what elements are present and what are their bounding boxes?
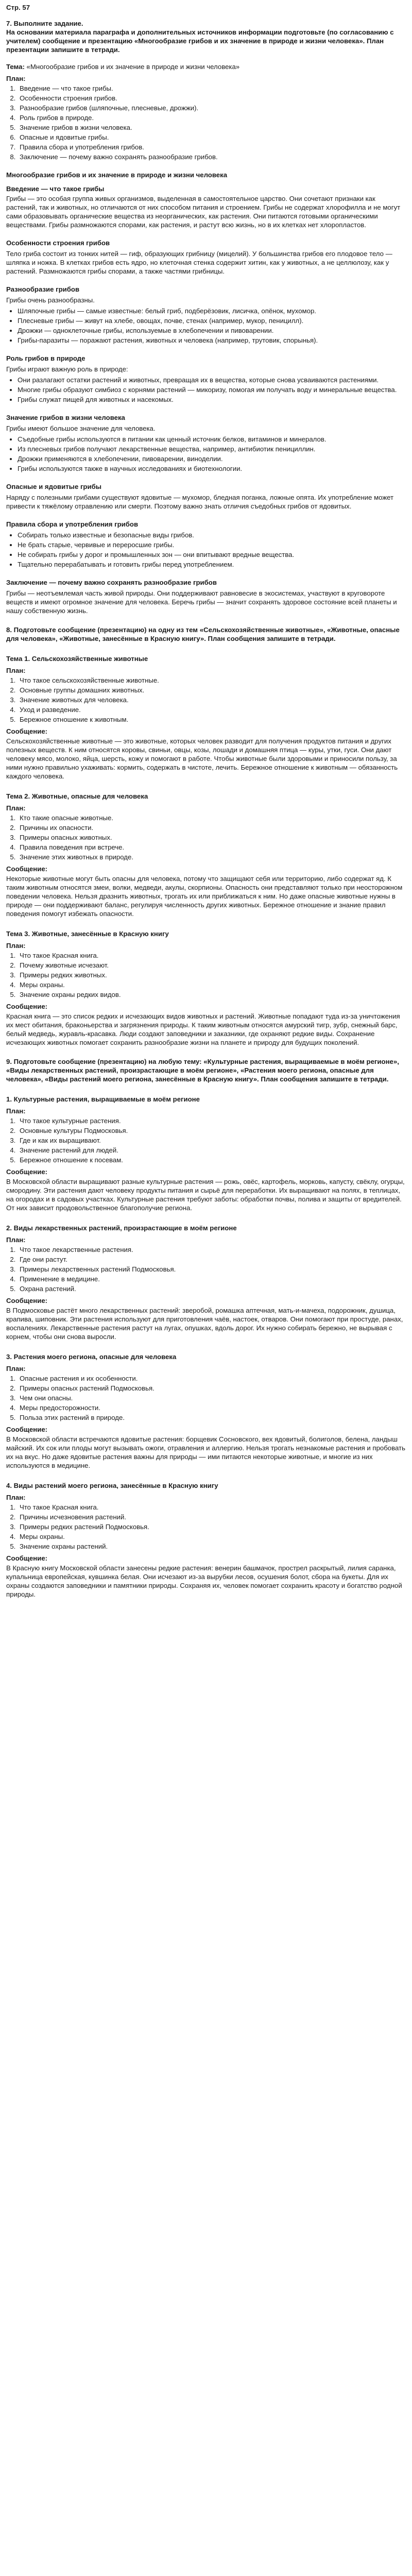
- section-bullets: [18, 307, 406, 345]
- plan-item: 3. Примеры лекарственных растений Подмосковья.: [18, 1265, 406, 1274]
- plan-label: План:: [6, 1365, 26, 1372]
- bullet-item: • Собирать только известные и безопасные виды грибов.: [18, 531, 406, 539]
- plan-item: 5. Значение этих животных в природе.: [18, 853, 406, 861]
- topic-title: Тема 3. Животные, занесённые в Красную книгу: [6, 930, 169, 938]
- plan-label: План:: [6, 804, 26, 812]
- bullet-item: • Съедобные грибы используются в питании как ценный источник белков, витаминов и минералов.: [18, 435, 406, 444]
- plan-item: 3. Примеры опасных животных.: [18, 833, 406, 842]
- task-8: [6, 625, 406, 1047]
- topic-plan: [18, 951, 406, 999]
- task-8-topics: [6, 654, 406, 1047]
- section-paragraph: Грибы — это особая группа живых организмов, выделенная в самостоятельное царство. Они сочетают признаки как растений, так и животных, но отличаются от них способом питания и строением. Грибы не содержат хлорофилла и не могут сами образовывать органические вещества из неорганических, как растения. Они питаются готовыми органическими веществами. Грибы размножаются спорами, как растения, и растут всю жизнь, но в их клетках нет хлоропластов.: [6, 195, 401, 229]
- plan-item: 5. Охрана растений.: [18, 1284, 406, 1293]
- section-paragraph: Наряду с полезными грибами существуют ядовитые — мухомор, бледная поганка, ложные опята. Их употребление может привести к тяжёлому отравлению или смерти. Поэтому важно знать отличия съедобных грибов от ядовитых.: [6, 494, 394, 510]
- plan-item: 5. Значение охраны редких видов.: [18, 990, 406, 999]
- theme-label: Тема:: [6, 63, 25, 71]
- message-text: Сельскохозяйственные животные — это животные, которых человек разводит для получения продуктов питания и других полезных веществ. К ним относятся коровы, свиньи, овцы, козы, лошади и домашняя птица — куры, утки, гуси. Они дают человеку мясо, молоко, яйца, шерсть, кожу и помогают в работе. Чтобы животные были здоровыми и приносили пользу, за ними нужно правильно ухаживать: кормить, содержать в чистоте, лечить. Бережное отношение к животным — обязанность каждого человека.: [6, 737, 398, 780]
- plan-item: 1. Что такое лекарственные растения.: [18, 1245, 406, 1254]
- plan-item: 4. Значение растений для людей.: [18, 1146, 406, 1155]
- bullet-item: • Тщательно перерабатывать и готовить грибы перед употреблением.: [18, 560, 406, 569]
- task-9-title: 9. Подготовьте сообщение (презентацию) на любую тему: «Культурные растения, выращиваемые в моём регионе», «Виды лекарственных растений, произрастающие в моём регионе», «Растения моего региона, опасные для человека», «Виды растений моего региона, занесённые в Красную книгу». План сообщения запишите в тетради.: [6, 1058, 399, 1083]
- section-paragraph: Грибы — неотъемлемая часть живой природы. Они поддерживают равновесие в экосистемах, участвуют в круговороте веществ и имеют огромное значение для человека. Беречь грибы — значит сохранять здоровое состояние всей планеты и нашу собственную жизнь.: [6, 589, 397, 615]
- plan-item: 2. Основные культуры Подмосковья.: [18, 1126, 406, 1135]
- plan-item: 2. Причины их опасности.: [18, 823, 406, 832]
- plan-item: 2. Почему животные исчезают.: [18, 961, 406, 970]
- bullet-item: • Они разлагают остатки растений и животных, превращая их в вещества, которые снова усваиваются растениями.: [18, 376, 406, 384]
- plan-item: 1. Что такое Красная книга.: [18, 951, 406, 960]
- section-heading: Роль грибов в природе: [6, 354, 85, 362]
- topic-plan: [18, 676, 406, 724]
- plan-item: 1. Кто такие опасные животные.: [18, 814, 406, 822]
- topic-title: 4. Виды растений моего региона, занесённые в Красную книгу: [6, 1482, 218, 1489]
- theme-line: [6, 62, 406, 71]
- section-heading: Правила сбора и употребления грибов: [6, 520, 139, 528]
- task-8-title: 8. Подготовьте сообщение (презентацию) на одну из тем «Сельскохозяйственные животные», «Животные, опасные для человека», «Животные, занесённые в Красную книгу». План сообщения запишите в тетради.: [6, 626, 400, 642]
- plan-item: 4. Меры охраны.: [18, 980, 406, 989]
- plan-item: 3. Примеры редких животных.: [18, 971, 406, 979]
- plan-item: 4. Уход и разведение.: [18, 705, 406, 714]
- plan-item: 3. Где и как их выращивают.: [18, 1136, 406, 1145]
- bullet-item: • Грибы служат пищей для животных и насекомых.: [18, 395, 406, 404]
- plan-item: 2. Основные группы домашних животных.: [18, 686, 406, 694]
- plan-item: 2. Где они растут.: [18, 1255, 406, 1264]
- bullet-item: • Дрожжи применяются в хлебопечении, пивоварении, виноделии.: [18, 454, 406, 463]
- plan-label: План:: [6, 1494, 26, 1501]
- topic-title: 1. Культурные растения, выращиваемые в моём регионе: [6, 1095, 200, 1103]
- page-number: Стр. 57: [6, 4, 30, 11]
- plan-item: 4. Применение в медицине.: [18, 1275, 406, 1283]
- plan-item: 1. Что такое культурные растения.: [18, 1116, 406, 1125]
- section-heading: Значение грибов в жизни человека: [6, 414, 125, 421]
- plan-item: 5. Польза этих растений в природе.: [18, 1413, 406, 1422]
- message-label: Сообщение:: [6, 1426, 48, 1433]
- plan-item: 3. Примеры редких растений Подмосковья.: [18, 1522, 406, 1531]
- plan-label: План:: [6, 942, 26, 950]
- section-heading: Опасные и ядовитые грибы: [6, 483, 102, 490]
- plan-item: 6. Опасные и ядовитые грибы.: [18, 133, 406, 142]
- message-text: В Московской области встречаются ядовитые растения: борщевик Сосновского, вех ядовитый, болиголов, белена, ландыш майский. Их сок или плоды могут вызывать ожоги, отравления и аллергию. Нельзя трогать незнакомые растения и пробовать их на вкус. Но даже ядовитые растения важны для природы — ими питаются некоторые животные, и многие из них используются в медицине.: [6, 1435, 405, 1469]
- plan-item: 7. Правила сбора и употребления грибов.: [18, 143, 406, 151]
- bullet-item: • Шляпочные грибы — самые известные: белый гриб, подберёзовик, лисичка, опёнок, мухомор.: [18, 307, 406, 315]
- bullet-item: • Плесневые грибы — живут на хлебе, овощах, почве, стенах (например, мукор, пеницилл).: [18, 316, 406, 325]
- plan-item: 3. Значение животных для человека.: [18, 696, 406, 704]
- bullet-item: • Из плесневых грибов получают лекарственные вещества, например, антибиотик пенициллин.: [18, 445, 406, 453]
- section-paragraph: Тело гриба состоит из тонких нитей — гиф, образующих грибницу (мицелий). У большинства грибов его плодовое тело — шляпка и ножка. В клетках грибов есть ядро, но клеточная стенка содержит хитин, как у животных, а не целлюлозу, как у растений. Размножаются грибы спорами, а также частями грибницы.: [6, 250, 392, 275]
- topic-plan: [18, 1245, 406, 1293]
- topic-plan: [18, 1503, 406, 1551]
- plan-item: 4. Роль грибов в природе.: [18, 113, 406, 122]
- task-7: [6, 19, 406, 615]
- message-label: Сообщение:: [6, 727, 48, 735]
- plan-label: План:: [6, 667, 26, 674]
- plan-label: План:: [6, 1107, 26, 1115]
- message-text: В Подмосковье растёт много лекарственных растений: зверобой, ромашка аптечная, мать-и-мачеха, подорожник, душица, крапива, шиповник. Эти растения используют для приготовления чаёв, настоек, отваров. Они помогают при простуде, ранах, воспалениях. Лекарственные растения растут на лугах, опушках, вдоль дорог. Их нужно собирать бережно, не вырывая с корнем, чтобы они снова выросли.: [6, 1307, 403, 1341]
- section-heading: Многообразие грибов и их значение в природе и жизни человека: [6, 171, 228, 179]
- plan-item: 1. Введение — что такое грибы.: [18, 84, 406, 93]
- task-7-text: На основании материала параграфа и дополнительных источников информации подготовьте (по согласованию с учителем) сообщение и презентацию «Многообразие грибов и их значение в природе и жизни человека». План презентации запишите в тетради.: [6, 28, 394, 54]
- bullet-item: • Не брать старые, червивые и переросшие грибы.: [18, 540, 406, 549]
- message-label: Сообщение:: [6, 1297, 48, 1304]
- message-label: Сообщение:: [6, 865, 48, 873]
- topic-title: Тема 2. Животные, опасные для человека: [6, 792, 148, 800]
- message-label: Сообщение:: [6, 1168, 48, 1176]
- section-bullets: [18, 531, 406, 569]
- plan-item: 3. Разнообразие грибов (шляпочные, плесневые, дрожжи).: [18, 104, 406, 112]
- plan-label: План:: [6, 75, 26, 82]
- section-bullets: [18, 376, 406, 404]
- plan-item: 5. Бережное отношение к посевам.: [18, 1156, 406, 1164]
- section-paragraph: Грибы играют важную роль в природе:: [6, 365, 128, 373]
- message-label: Сообщение:: [6, 1003, 48, 1010]
- plan-item: 1. Что такое Красная книга.: [18, 1503, 406, 1512]
- theme-value: «Многообразие грибов и их значение в природе и жизни человека»: [26, 63, 240, 71]
- section-heading: Особенности строения грибов: [6, 239, 110, 247]
- task-7-title: 7. Выполните задание.: [6, 20, 83, 27]
- bullet-item: • Грибы-паразиты — поражают растения, животных и человека (например, трутовик, спорынья).: [18, 336, 406, 345]
- plan-item: 1. Опасные растения и их особенности.: [18, 1374, 406, 1383]
- message-text: Некоторые животные могут быть опасны для человека, потому что защищают себя или территорию, либо содержат яд. К таким животным относятся змеи, волки, медведи, акулы, скорпионы. Опасность они представляют только при неосторожном поведении человека. Нельзя дразнить животных, трогать их или приближаться к ним. Но даже опасные животные нужны в природе — они поддерживают баланс, регулируя численность других животных. Бережное отношение и знание правил поведения помогут избежать опасности.: [6, 875, 403, 918]
- topic-plan: [18, 814, 406, 861]
- topic-title: Тема 1. Сельскохозяйственные животные: [6, 655, 148, 663]
- bullet-item: • Дрожжи — одноклеточные грибы, используемые в хлебопечении и пивоварении.: [18, 326, 406, 335]
- plan-item: 8. Заключение — почему важно сохранять разнообразие грибов.: [18, 152, 406, 161]
- bullet-item: • Многие грибы образуют симбиоз с корнями растений — микоризу, помогая им получать воду и минеральные вещества.: [18, 385, 406, 394]
- task-9-topics: [6, 1095, 406, 1599]
- task-7-sections: [6, 171, 406, 615]
- plan-item: 2. Особенности строения грибов.: [18, 94, 406, 103]
- task-9: [6, 1057, 406, 1599]
- bullet-item: • Не собирать грибы у дорог и промышленных зон — они впитывают вредные вещества.: [18, 550, 406, 559]
- plan-item: 5. Значение грибов в жизни человека.: [18, 123, 406, 132]
- message-text: В Красную книгу Московской области занесены редкие растения: венерин башмачок, прострел раскрытый, лилия саранка, купальница европейская, кувшинка белая. Они исчезают из-за вырубки лесов, осушения болот, сбора на букеты. Для их охраны создаются заповедники и памятники природы. Сохраняя их, человек помогает сохранить красоту и богатство родной природы.: [6, 1564, 402, 1598]
- plan-item: 2. Причины исчезновения растений.: [18, 1513, 406, 1521]
- section-heading: Разнообразие грибов: [6, 285, 80, 293]
- plan-item: 4. Правила поведения при встрече.: [18, 843, 406, 852]
- bullet-item: • Грибы используются также в научных исследованиях и биотехнологии.: [18, 464, 406, 473]
- section-paragraph: Грибы очень разнообразны.: [6, 296, 95, 304]
- topic-title: 3. Растения моего региона, опасные для человека: [6, 1353, 177, 1361]
- plan-item: 2. Примеры опасных растений Подмосковья.: [18, 1384, 406, 1393]
- topic-title: 2. Виды лекарственных растений, произрастающие в моём регионе: [6, 1224, 237, 1232]
- plan-item: 1. Что такое сельскохозяйственные животные.: [18, 676, 406, 685]
- plan-item: 4. Меры охраны.: [18, 1532, 406, 1541]
- plan-item: 3. Чем они опасны.: [18, 1394, 406, 1402]
- message-text: Красная книга — это список редких и исчезающих видов животных и растений. Животные попадают туда из-за уничтожения их мест обитания, браконьерства и загрязнения природы. К таким животным относятся амурский тигр, зубр, снежный барс, белый медведь, журавль-красавка. Люди создают заповедники и заказники, где охраняют редкие виды. Сохранение исчезающих животных помогает сохранить разнообразие жизни на планете и природу для будущих поколений.: [6, 1012, 400, 1046]
- message-label: Сообщение:: [6, 1554, 48, 1562]
- plan-item: 5. Значение охраны растений.: [18, 1542, 406, 1551]
- section-heading: Заключение — почему важно сохранять разнообразие грибов: [6, 579, 217, 586]
- plan-item: 4. Меры предосторожности.: [18, 1403, 406, 1412]
- topic-plan: [18, 1116, 406, 1164]
- topic-plan: [18, 1374, 406, 1422]
- message-text: В Московской области выращивают разные культурные растения — рожь, овёс, картофель, морковь, капусту, свёклу, огурцы, смородину. Эти растения дают человеку продукты питания и сырьё для переработки. Их выращивают на полях, в теплицах, на огородах и в садовых участках. Культурные растения требуют заботы: обработки почвы, полива и защиты от вредителей. От них зависит продовольственное благополучие региона.: [6, 1178, 405, 1212]
- plan-item: 5. Бережное отношение к животным.: [18, 715, 406, 724]
- plan-label: План:: [6, 1236, 26, 1244]
- section-bullets: [18, 435, 406, 473]
- section-subheading: Введение — что такое грибы: [6, 185, 105, 193]
- task-7-plan: [18, 84, 406, 161]
- section-paragraph: Грибы имеют большое значение для человека.: [6, 425, 156, 432]
